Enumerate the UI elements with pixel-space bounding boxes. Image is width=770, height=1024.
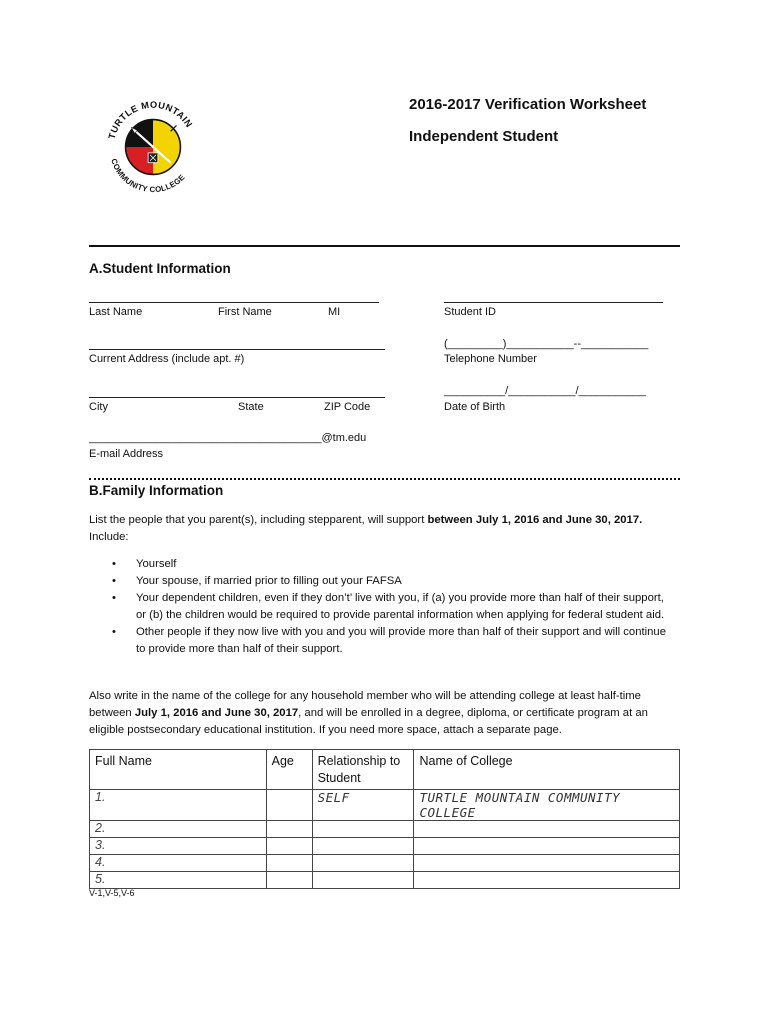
table-row: [90, 872, 680, 889]
address-line[interactable]: [89, 349, 385, 350]
col-full-name: Full Name: [90, 750, 267, 790]
intro-date-range: between July 1, 2016 and June 30, 2017.: [427, 514, 643, 526]
table-row: [90, 838, 680, 855]
list-item: • Other people if they now live with you and you will provide more than half of their support and will continue to provide more than half of their support.: [112, 626, 666, 655]
student-id-label: Student ID: [444, 306, 496, 318]
name-field-line[interactable]: [89, 302, 379, 303]
age-cell[interactable]: [266, 790, 312, 821]
address-label: Current Address (include apt. #): [89, 353, 245, 365]
table-row: [90, 855, 680, 872]
college-instructions: Also write in the name of the college for any household member who will be attending college at least half-time between July 1, 2016 and June 30, 2017, and will be enrolled in a degree, diploma, or certificate program at an eligible postsecondary educational institution. If you need more space, attach a separate page.: [89, 690, 648, 736]
relationship-cell[interactable]: SELF: [312, 790, 414, 821]
phone-label: Telephone Number: [444, 353, 537, 365]
col-age: Age: [266, 750, 312, 790]
student-id-line[interactable]: [444, 302, 663, 303]
age-cell[interactable]: [266, 855, 312, 872]
include-list: [112, 556, 672, 658]
first-name-label: First Name: [218, 306, 272, 318]
list-item: • Your dependent children, even if they don’t’ live with you, if (a) you provide more than half of their support, or (b) the children would be required to provide parental information when applying for federal student aid.: [112, 592, 665, 621]
college-logo: [104, 98, 202, 196]
section-b-intro: [89, 512, 689, 546]
full-name-cell[interactable]: 1.: [90, 790, 267, 821]
mi-label: MI: [328, 306, 341, 318]
table-row: [90, 821, 680, 838]
worksheet-subtitle: Independent Student: [409, 128, 559, 145]
logo-bottom-text: COMMUNITY COLLEGE: [109, 157, 187, 195]
relationship-cell[interactable]: [312, 838, 414, 855]
city-state-zip-line[interactable]: [89, 397, 385, 398]
college-cell[interactable]: [414, 872, 680, 889]
col-college: Name of College: [414, 750, 680, 790]
col-relationship: Relationship to Student: [312, 750, 414, 790]
age-cell[interactable]: [266, 872, 312, 889]
logo-top-text: TURTLE MOUNTAIN: [106, 99, 195, 141]
section-a-heading: A.Student Information: [89, 261, 231, 276]
section-b-heading: B.Family Information: [89, 483, 224, 498]
zip-label: ZIP Code: [324, 401, 371, 413]
table-row: [90, 790, 680, 821]
dob-field[interactable]: __________/___________/___________: [444, 385, 646, 397]
dob-label: Date of Birth: [444, 401, 506, 413]
section-divider: [89, 478, 680, 480]
age-cell[interactable]: [266, 821, 312, 838]
last-name-label: Last Name: [89, 306, 143, 318]
phone-field[interactable]: (_________)___________--___________: [444, 338, 649, 350]
college-cell[interactable]: TURTLE MOUNTAIN COMMUNITY COLLEGE: [414, 790, 680, 821]
include-label: Include:: [89, 531, 129, 543]
full-name-cell[interactable]: 4.: [90, 855, 267, 872]
relationship-cell[interactable]: [312, 872, 414, 889]
intro-text: List the people that you parent(s), including stepparent, will support: [89, 514, 428, 526]
city-label: City: [89, 401, 108, 413]
relationship-cell[interactable]: [312, 855, 414, 872]
family-table: [89, 749, 680, 889]
college-cell[interactable]: [414, 855, 680, 872]
list-item: • Yourself: [112, 558, 177, 570]
list-item: • Your spouse, if married prior to filling out your FAFSA: [112, 575, 402, 587]
worksheet-title: 2016-2017 Verification Worksheet: [409, 96, 647, 113]
medicine-wheel-icon: [126, 120, 181, 175]
full-name-cell[interactable]: 5.: [90, 872, 267, 889]
full-name-cell[interactable]: 3.: [90, 838, 267, 855]
relationship-cell[interactable]: [312, 821, 414, 838]
header-divider: [89, 245, 680, 247]
email-label: E-mail Address: [89, 448, 163, 460]
form-code: V-1,V-5,V-6: [89, 888, 135, 898]
email-field[interactable]: ______________________________________@tm.edu: [89, 432, 367, 444]
college-cell[interactable]: [414, 821, 680, 838]
table-header-row: [90, 750, 680, 790]
college-cell[interactable]: [414, 838, 680, 855]
full-name-cell[interactable]: 2.: [90, 821, 267, 838]
age-cell[interactable]: [266, 838, 312, 855]
state-label: State: [238, 401, 264, 413]
